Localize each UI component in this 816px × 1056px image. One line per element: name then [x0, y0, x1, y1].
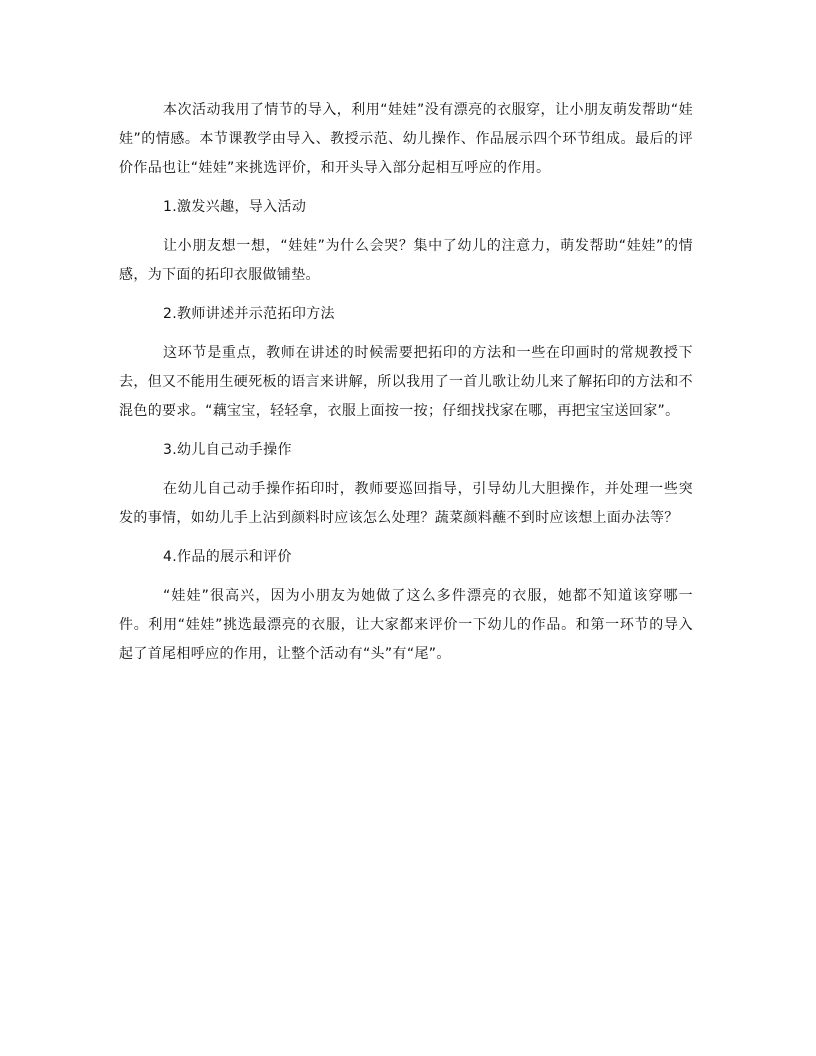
- section-4-paragraph: “娃娃”很高兴，因为小朋友为她做了这么多件漂亮的衣服，她都不知道该穿哪一件。利用“娃娃”挑选最漂亮的衣服，让大家都来评价一下幼儿的作品。和第一环节的导入起了首尾相呼应的作用，让整个活动有“头”有“尾”。: [119, 588, 693, 662]
- section-heading-3: 3.幼儿自己动手操作: [163, 442, 292, 458]
- section-heading-2: 2.教师讲述并示范拓印方法: [163, 306, 335, 322]
- section-3-paragraph: 在幼儿自己动手操作拓印时，教师要巡回指导，引导幼儿大胆操作，并处理一些突发的事情，如幼儿手上沾到颜料时应该怎么处理？蔬菜颜料蘸不到时应该想上面办法等？: [119, 481, 693, 526]
- section-heading-1: 1.激发兴趣，导入活动: [163, 199, 307, 215]
- section-2-paragraph: 这环节是重点，教师在讲述的时候需要把拓印的方法和一些在印画时的常规教授下去，但又不能用生硬死板的语言来讲解，所以我用了一首儿歌让幼儿来了解拓印的方法和不混色的要求。“藕宝宝，轻轻拿，衣服上面按一按；仔细找找家在哪，再把宝宝送回家”。: [119, 345, 693, 419]
- section-1-paragraph: 让小朋友想一想，“娃娃”为什么会哭？集中了幼儿的注意力，萌发帮助“娃娃”的情感，为下面的拓印衣服做铺垫。: [119, 238, 693, 283]
- document-body: [119, 96, 693, 679]
- section-heading-4: 4.作品的展示和评价: [163, 549, 292, 565]
- intro-paragraph: 本次活动我用了情节的导入，利用“娃娃”没有漂亮的衣服穿，让小朋友萌发帮助“娃娃”的情感。本节课教学由导入、教授示范、幼儿操作、作品展示四个环节组成。最后的评价作品也让“娃娃”来挑选评价，和开头导入部分起相互呼应的作用。: [119, 102, 693, 176]
